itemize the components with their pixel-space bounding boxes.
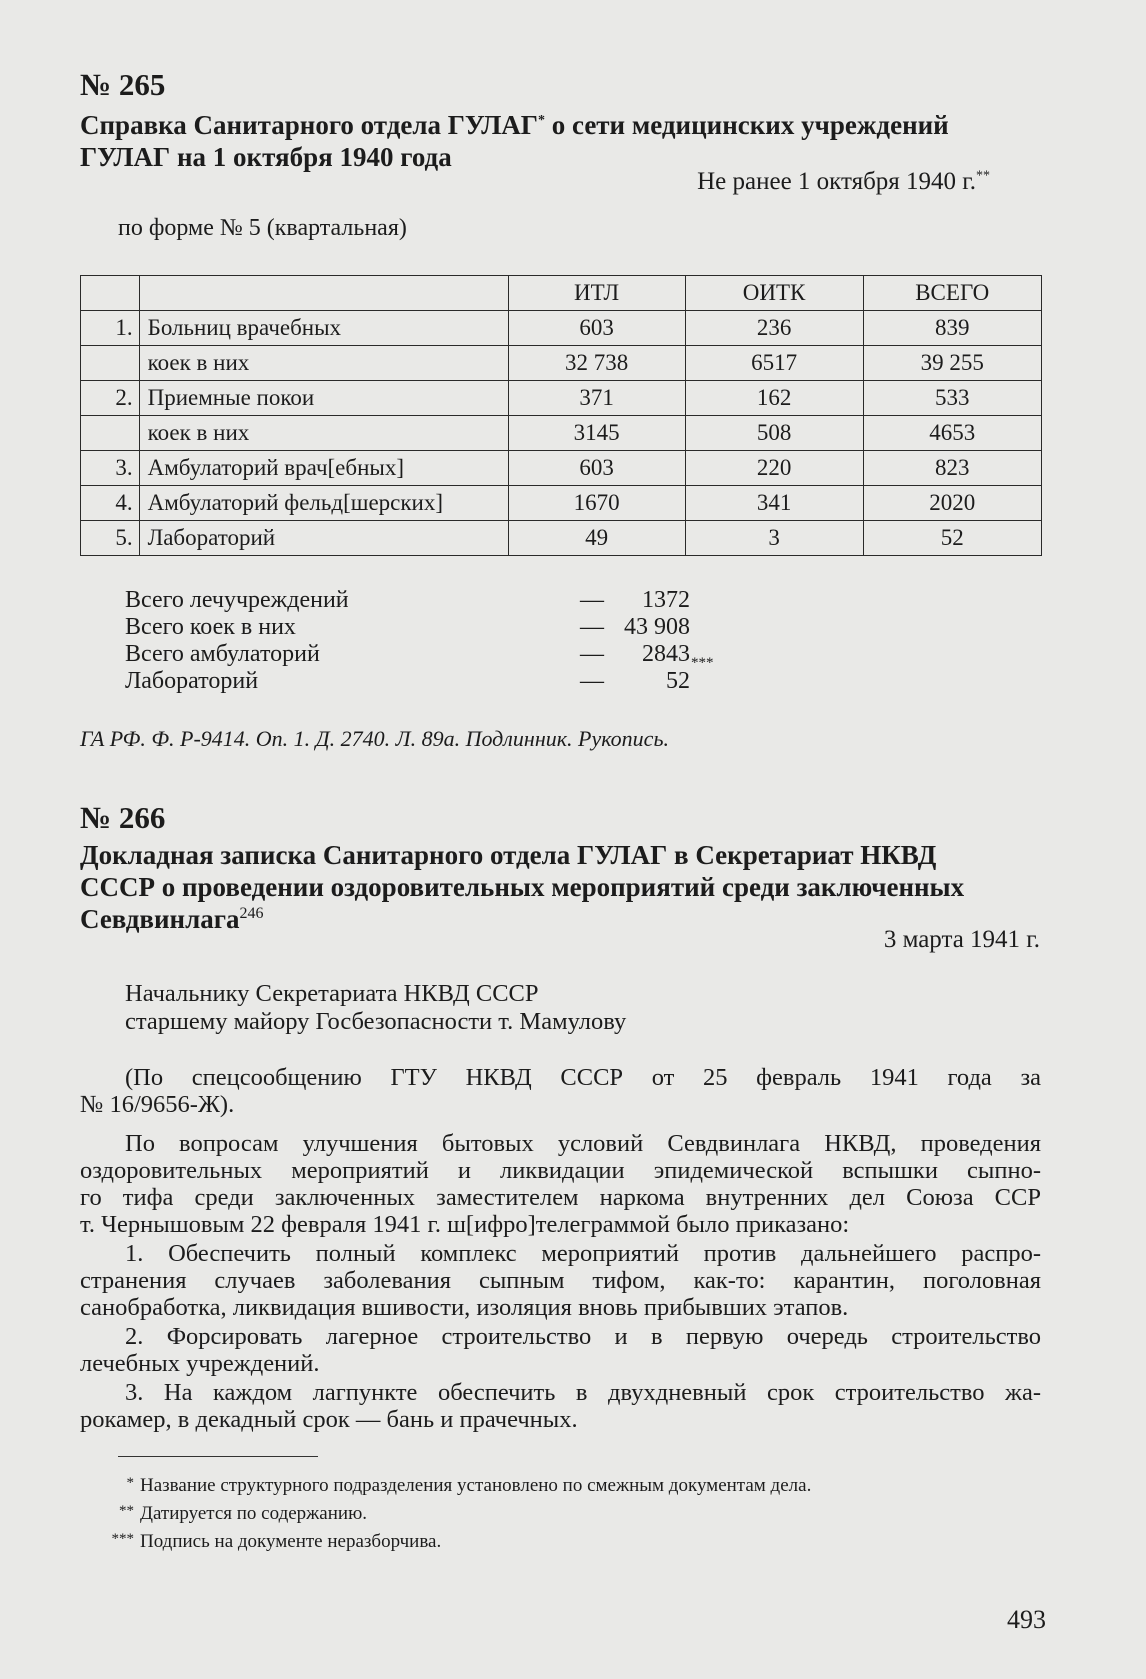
- summary-footnote-mark: ***: [691, 655, 714, 671]
- table-header-row: [81, 276, 1042, 311]
- paragraph-line: № 16/9656-Ж).: [80, 1091, 235, 1118]
- table-row: 1. Больниц врачебных 603 236 839: [81, 311, 1042, 346]
- summary-label: Всего лечучреждений: [125, 587, 349, 613]
- table-row: коек в них 32 738 6517 39 255: [81, 346, 1042, 381]
- doc-265-title-line1: Справка Санитарного отдела ГУЛАГ* о сети медицинских учреждений: [80, 110, 949, 140]
- addressee-line1: Начальнику Секретариата НКВД СССР: [125, 980, 539, 1007]
- page-number: 493: [1007, 1605, 1046, 1634]
- paragraph-line: 1. Обеспечить полный комплекс мероприятий против дальнейшего распро-: [125, 1240, 1041, 1267]
- table-row: 4. Амбулаторий фельд[шерских] 1670 341 2020: [81, 486, 1042, 521]
- summary-dash: —: [580, 641, 604, 667]
- doc-266-date: 3 марта 1941 г.: [883, 926, 1040, 953]
- table-row: 5. Лабораторий 49 3 52: [81, 521, 1042, 556]
- table-row: 3. Амбулаторий врач[ебных] 603 220 823: [81, 451, 1042, 486]
- paragraph-line: По вопросам улучшения бытовых условий Севдвинлага НКВД, проведения: [125, 1130, 1041, 1157]
- header-itl: ИТЛ: [508, 276, 685, 311]
- summary-value: 52: [666, 668, 690, 694]
- footnote: * Название структурного подразделения установлено по смежным документам дела.: [126, 1475, 812, 1496]
- medical-facilities-table: [80, 275, 1042, 556]
- doc-266-title-line3: Севдвинлага$^{246}$: [80, 904, 264, 934]
- paragraph-line: оздоровительных мероприятий и ликвидации эпидемической вспышки сыпно-: [80, 1157, 1041, 1184]
- paragraph-line: го тифа среди заключенных заместителем наркома внутренних дел Союза ССР: [80, 1184, 1041, 1211]
- paragraph-line: 3. На каждом лагпункте обеспечить в двухдневный срок строительство жа-: [125, 1379, 1041, 1406]
- summary-label: Всего коек в них: [125, 614, 296, 640]
- paragraph-line: странения случаев заболевания сыпным тифом, как-то: карантин, поголовная: [80, 1267, 1041, 1294]
- paragraph-line: рокамер, в декадный срок — бань и прачечных.: [80, 1406, 578, 1433]
- summary-dash: —: [580, 614, 604, 640]
- summary-value: 43 908: [624, 614, 690, 640]
- archive-reference: ГА РФ. Ф. Р-9414. Оп. 1. Д. 2740. Л. 89а. Подлинник. Рукопись.: [80, 726, 669, 751]
- summary-label: Всего амбулаторий: [125, 641, 320, 667]
- doc-266-title-line2: СССР о проведении оздоровительных мероприятий среди заключенных: [80, 872, 965, 902]
- doc-265-title-line2: ГУЛАГ на 1 октября 1940 года: [80, 142, 452, 172]
- form-label: по форме № 5 (квартальная): [118, 215, 407, 241]
- summary-value: 2843: [642, 641, 690, 667]
- footnote: *** Подпись на документе неразборчива.: [111, 1531, 442, 1552]
- doc-265-date: Не ранее 1 октября 1940 г.**: [697, 168, 990, 195]
- paragraph-line: лечебных учреждений.: [80, 1350, 320, 1377]
- header-oitk: ОИТК: [685, 276, 863, 311]
- paragraph-line: 2. Форсировать лагерное строительство и в первую очередь строительство: [125, 1323, 1041, 1350]
- paragraph-line: т. Чернышовым 22 февраля 1941 г. ш[ифро]телеграммой было приказано:: [80, 1211, 850, 1238]
- doc-266-number: № 266: [80, 800, 166, 835]
- summary-dash: —: [580, 668, 604, 694]
- footnote-divider: [118, 1456, 318, 1457]
- summary-value: 1372: [642, 587, 690, 613]
- table-row: 2. Приемные покои 371 162 533: [81, 381, 1042, 416]
- paragraph-line: санобработка, ликвидация вшивости, изоляция вновь прибывших этапов.: [80, 1294, 849, 1321]
- table-row: коек в них 3145 508 4653: [81, 416, 1042, 451]
- summary-dash: —: [580, 587, 604, 613]
- doc-266-title-line1: Докладная записка Санитарного отдела ГУЛАГ в Секретариат НКВД: [80, 840, 937, 870]
- paragraph-line: (По спецсообщению ГТУ НКВД СССР от 25 февраль 1941 года за: [125, 1064, 1041, 1091]
- header-total: ВСЕГО: [863, 276, 1041, 311]
- addressee-line2: старшему майору Госбезопасности т. Мамулову: [125, 1008, 627, 1035]
- footnote: ** Датируется по содержанию.: [119, 1503, 368, 1524]
- doc-265-number: № 265: [80, 67, 166, 102]
- summary-label: Лабораторий: [125, 668, 259, 694]
